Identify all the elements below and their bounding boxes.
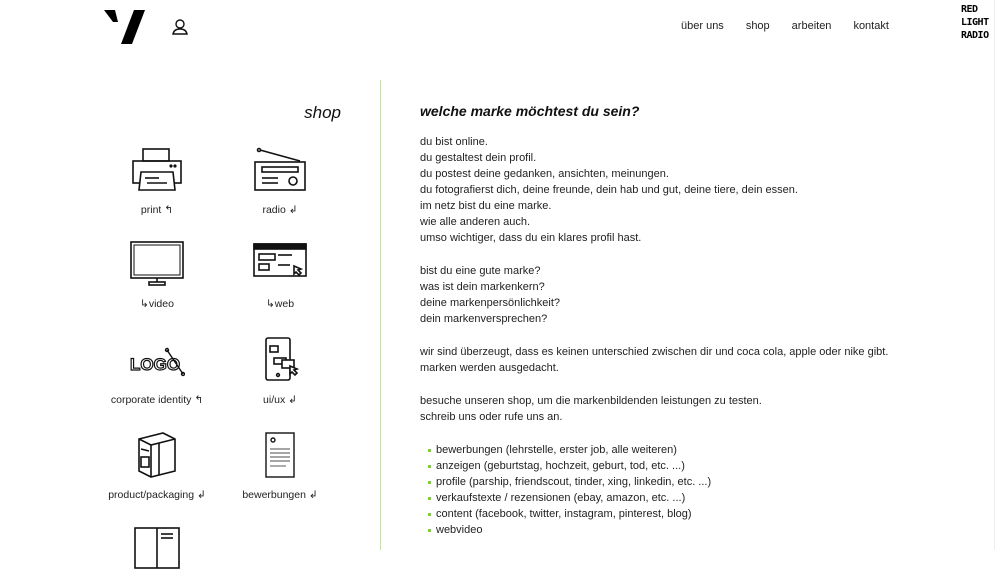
paragraph-4 <box>420 393 940 425</box>
box-icon <box>129 431 185 479</box>
nav-arbeiten[interactable]: arbeiten <box>791 20 832 32</box>
logo-icon <box>129 336 185 384</box>
text-line: schreib uns oder rufe uns an. <box>420 411 563 423</box>
arrow-icon: ↲ <box>288 204 298 216</box>
arrow-icon: ↳ <box>140 298 149 310</box>
site-logo[interactable] <box>104 10 146 44</box>
text-line: wir sind überzeugt, dass es keinen unterschied zwischen dir und coca cola, apple oder nike gibt. <box>420 346 889 358</box>
text-line: du gestaltest dein profil. <box>420 152 537 164</box>
item-label: product/packaging <box>108 489 195 501</box>
text-line: dein markenversprechen? <box>420 313 548 325</box>
text-line: deine markenpersönlichkeit? <box>420 297 561 309</box>
shop-item-ui-ux[interactable] <box>210 336 350 406</box>
scrollbar[interactable] <box>994 0 1000 550</box>
shop-item-partial[interactable] <box>87 526 227 584</box>
text-line: im netz bist du eine marke. <box>420 200 552 212</box>
shop-item-print[interactable] <box>87 146 227 216</box>
intro-heading: welche marke möchtest du sein? <box>420 103 640 119</box>
arrow-icon: ↰ <box>164 204 174 216</box>
tablet-icon <box>252 336 308 384</box>
shop-intro <box>420 102 940 538</box>
text-line: bist du eine gute marke? <box>420 265 541 277</box>
browser-icon <box>252 240 308 288</box>
list-item: webvideo <box>428 522 940 538</box>
svg-text:LOGO: LOGO <box>130 355 181 374</box>
red-light-radio-logo[interactable]: RED LIGHT RADIO <box>961 4 989 41</box>
list-item: profile (parship, friendscout, tinder, xing, linkedin, etc. ...) <box>428 474 940 490</box>
nav-kontakt[interactable]: kontakt <box>853 20 889 32</box>
list-item: content (facebook, twitter, instagram, pinterest, blog) <box>428 506 940 522</box>
divider <box>380 80 381 550</box>
shop-item-web[interactable] <box>210 240 350 310</box>
shop-item-corporate-identity[interactable] <box>87 336 227 406</box>
item-label: ui/ux <box>263 394 286 406</box>
paragraph-1 <box>420 134 940 246</box>
text-line: du bist online. <box>420 136 488 148</box>
arrow-icon: ↳ <box>265 298 275 310</box>
text-line: was ist dein markenkern? <box>420 281 545 293</box>
text-line: umso wichtiger, dass du ein klares profil hast. <box>420 232 642 244</box>
item-label: corporate identity <box>110 394 192 406</box>
arrow-icon: ↲ <box>288 394 297 406</box>
text-line: du postest deine gedanken, ansichten, meinungen. <box>420 168 669 180</box>
item-label: video <box>148 298 174 310</box>
user-account-icon[interactable] <box>171 18 189 36</box>
text-line: du fotografierst dich, deine freunde, dein hab und gut, deine tiere, dein essen. <box>420 184 798 196</box>
list-item: anzeigen (geburtstag, hochzeit, geburt, tod, etc. ...) <box>428 458 940 474</box>
item-label: bewerbungen <box>242 489 306 501</box>
arrow-icon: ↲ <box>308 489 318 501</box>
shop-item-product-packaging[interactable] <box>87 431 227 501</box>
shop-item-bewerbungen[interactable] <box>210 431 350 501</box>
paragraph-2 <box>420 263 940 327</box>
radio-icon <box>252 146 308 194</box>
document-icon <box>252 431 308 479</box>
text-line: wie alle anderen auch. <box>420 216 531 228</box>
main-nav <box>681 20 911 32</box>
text-line: marken werden ausgedacht. <box>420 362 559 374</box>
list-item: verkaufstexte / rezensionen (ebay, amazon, etc. ...) <box>428 490 940 506</box>
arrow-icon: ↲ <box>196 489 206 501</box>
list-item: bewerbungen (lehrstelle, erster job, alle weiteren) <box>428 442 940 458</box>
item-label: web <box>274 298 295 310</box>
text-line: besuche unseren shop, um die markenbildenden leistungen zu testen. <box>420 395 762 407</box>
shop-item-video[interactable] <box>87 240 227 310</box>
nav-ueber-uns[interactable]: über uns <box>681 20 724 32</box>
monitor-icon <box>129 240 185 288</box>
printer-icon <box>129 146 185 194</box>
item-label: radio <box>262 204 286 216</box>
paragraph-3 <box>420 344 940 376</box>
magazine-icon <box>129 526 185 574</box>
shop-item-radio[interactable] <box>210 146 350 216</box>
services-list <box>428 442 940 538</box>
nav-shop[interactable]: shop <box>745 20 770 32</box>
item-label: print <box>140 204 162 216</box>
shop-title: shop <box>304 103 341 122</box>
arrow-icon: ↰ <box>194 394 204 406</box>
